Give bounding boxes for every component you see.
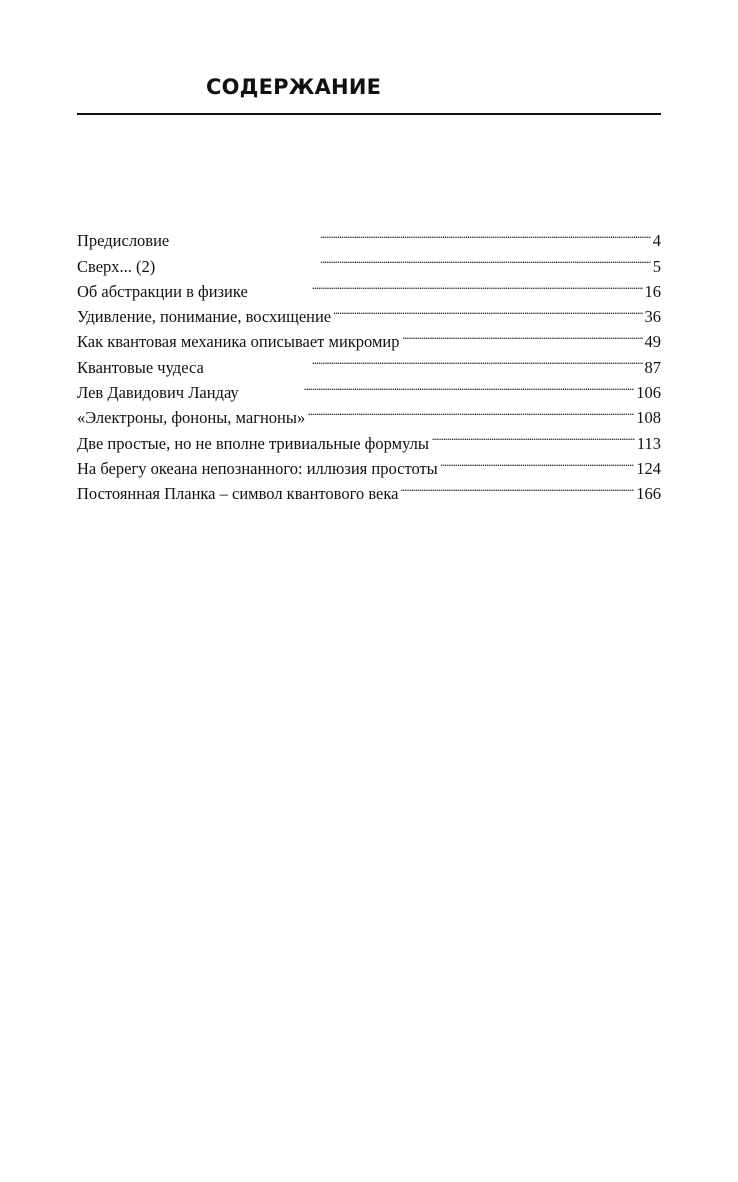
toc-dot-leader	[172, 221, 651, 246]
toc-entry[interactable]	[77, 221, 661, 251]
toc-dot-leader	[158, 246, 650, 271]
toc-entry-title: Удивление, понимание, восхищение	[77, 307, 332, 327]
toc-dot-leader	[401, 474, 634, 499]
toc-entry-page: 166	[636, 484, 661, 504]
toc-entry-page: 113	[636, 433, 661, 453]
toc-entry[interactable]	[77, 246, 661, 276]
toc-entry-page: 124	[636, 458, 661, 478]
toc-dot-leader	[334, 297, 642, 322]
toc-entry-title: Предисловие	[77, 231, 170, 251]
toc-entry-title: Сверх... (2)	[77, 256, 156, 276]
heading-rule	[77, 113, 661, 115]
toc-dot-leader	[441, 449, 634, 474]
toc-dot-leader	[432, 423, 635, 448]
toc-entry[interactable]	[77, 272, 661, 301]
toc-dot-leader	[242, 373, 635, 398]
toc-entry-page: 5	[652, 256, 661, 276]
toc-dot-leader	[403, 322, 643, 347]
toc-entry-page: 4	[652, 231, 661, 251]
toc-entry-page: 106	[636, 383, 661, 403]
toc-entry-page: 108	[636, 408, 661, 428]
toc-dot-leader	[207, 347, 643, 372]
page-title: СОДЕРЖАНИЕ	[206, 75, 382, 99]
toc-entry-title: Лев Давидович Ландау	[77, 383, 239, 403]
table-of-contents	[77, 221, 661, 504]
toc-entry-title: На берегу океана непознанного: иллюзия простоты	[77, 458, 438, 478]
toc-dot-leader	[308, 398, 634, 423]
toc-entry-title: Как квантовая механика описывает микромир	[77, 332, 400, 352]
toc-entry-title: Об абстракции в физике	[77, 281, 248, 301]
toc-entry-page: 87	[644, 357, 661, 377]
toc-dot-leader	[251, 272, 643, 297]
toc-entry-title: Квантовые чудеса	[77, 357, 204, 377]
toc-entry-title: Постоянная Планка – символ квантового века	[77, 484, 399, 504]
toc-entry-page: 49	[644, 332, 661, 352]
toc-entry-page: 36	[644, 307, 661, 327]
toc-entry-title: «Электроны, фононы, магноны»	[77, 408, 306, 428]
toc-entry-title: Две простые, но не вполне тривиальные формулы	[77, 433, 429, 453]
toc-entry-page: 16	[644, 281, 661, 301]
